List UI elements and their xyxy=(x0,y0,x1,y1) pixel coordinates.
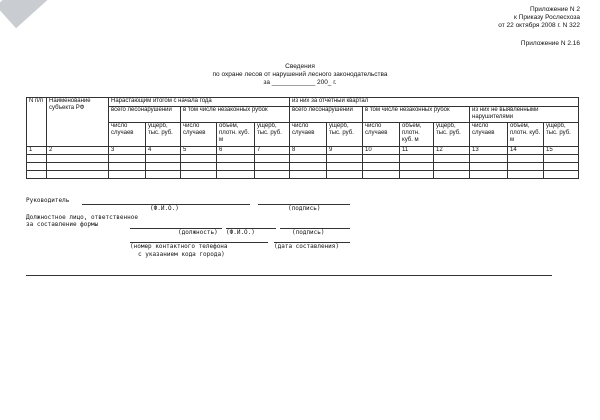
phone-caption-line2: с указанием кода города) xyxy=(138,251,225,258)
col-header-quarter: из них за отчетный квартал xyxy=(290,98,579,107)
col-number: 7 xyxy=(255,147,290,155)
col-header-total-violations-q: всего лесонарушений xyxy=(290,107,363,123)
sub-cases: число случаев xyxy=(290,123,327,147)
sub-damage: ущерб, тыс. руб. xyxy=(255,123,290,147)
sub-cases: число случаев xyxy=(470,123,508,147)
col-number: 15 xyxy=(544,147,579,155)
col-header-subject: Наименование субъекта РФ xyxy=(47,98,109,147)
col-number: 4 xyxy=(146,147,181,155)
watermark-ribbon xyxy=(0,0,83,28)
official-signature-caption: (подпись) xyxy=(292,229,325,236)
table-row xyxy=(27,155,579,163)
report-table xyxy=(26,97,579,179)
col-header-illegal-logging: в том числе незаконных рубок xyxy=(181,107,290,123)
sub-cases: число случаев xyxy=(109,123,146,147)
col-number: 12 xyxy=(434,147,470,155)
sub-volume: объем, плотн. куб. м xyxy=(217,123,255,147)
head-label: Руководитель xyxy=(26,197,70,204)
sub-volume: объем, плотн. куб. м xyxy=(400,123,434,147)
sub-damage: ущерб, тыс. руб. xyxy=(327,123,363,147)
order-date: от 22 октября 2008 г. N 322 xyxy=(498,22,580,29)
col-header-illegal-logging-q: в том числе незаконных рубок xyxy=(363,107,470,123)
form-title: Сведения xyxy=(285,63,315,70)
order-reference: к Приказу Рослесхоза xyxy=(514,14,580,21)
official-label-line2: за составление формы xyxy=(26,221,99,228)
form-subtitle: по охране лесов от нарушений лесного законодательства xyxy=(212,71,388,78)
col-number: 5 xyxy=(181,147,217,155)
sub-cases: число случаев xyxy=(363,123,400,147)
phone-caption-line1: (номер контактного телефона xyxy=(130,243,228,250)
col-header-unidentified: из них не выявленными нарушителями xyxy=(470,107,579,123)
appendix-n2-16: Приложение N 2.16 xyxy=(520,40,580,47)
date-caption: (дата составления) xyxy=(274,243,340,250)
col-number: 8 xyxy=(290,147,327,155)
official-label-line1: Должностное лицо, ответственное xyxy=(26,214,138,221)
sub-volume: объем, плотн. куб. м xyxy=(508,123,544,147)
form-period: за ____________ 200_ г. xyxy=(263,79,337,86)
col-number: 1 xyxy=(27,147,47,155)
col-header-total-violations: всего лесонарушений xyxy=(109,107,181,123)
col-number: 6 xyxy=(217,147,255,155)
bottom-divider xyxy=(26,275,552,276)
col-number: 10 xyxy=(363,147,400,155)
watermark-text: NoNumber.ru xyxy=(5,29,66,86)
head-signature-caption: (подпись) xyxy=(288,205,321,212)
column-number-row xyxy=(27,147,579,155)
sub-damage: ущерб, тыс. руб. xyxy=(146,123,181,147)
position-caption: (должность) xyxy=(178,229,218,236)
official-fio-caption: (Ф.И.О.) xyxy=(226,229,255,236)
col-number: 13 xyxy=(470,147,508,155)
col-number: 14 xyxy=(508,147,544,155)
col-number: 11 xyxy=(400,147,434,155)
appendix-n2: Приложение N 2 xyxy=(529,6,580,13)
sub-damage: ущерб, тыс. руб. xyxy=(434,123,470,147)
col-number: 2 xyxy=(47,147,109,155)
col-header-cumulative: Нарастающим итогом с начала года xyxy=(109,98,290,107)
col-number: 3 xyxy=(109,147,146,155)
table-row xyxy=(27,163,579,171)
table-row xyxy=(27,171,579,179)
head-fio-caption: (Ф.И.О.) xyxy=(150,205,179,212)
sub-cases: число случаев xyxy=(181,123,217,147)
col-number: 9 xyxy=(327,147,363,155)
col-header-num: N п/п xyxy=(27,98,47,147)
sub-damage: ущерб, тыс. руб. xyxy=(544,123,579,147)
